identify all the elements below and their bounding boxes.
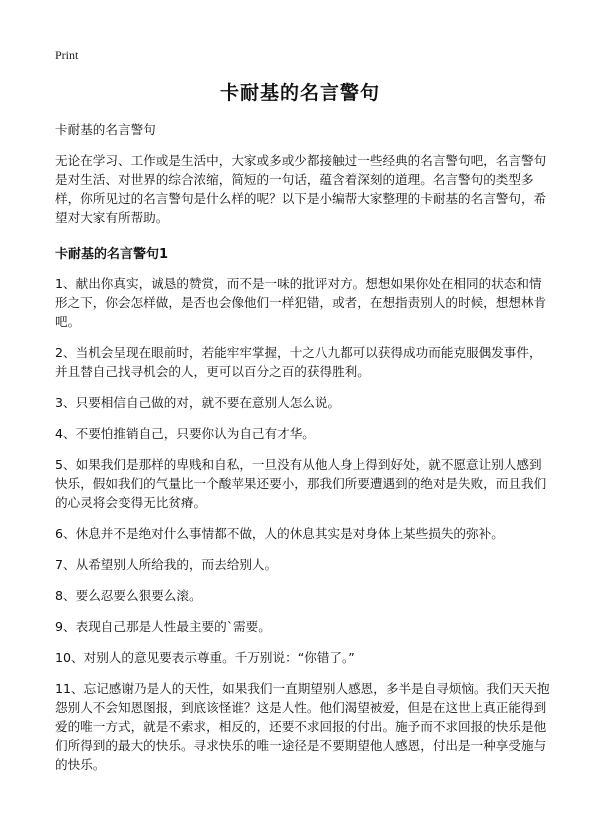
quote-item: 1、献出你真实，诚恳的赞赏，而不是一味的批评对方。想想如果你处在相同的状态和情形之下，你会怎样做，是否也会像他们一样犯错，或者，在想指责别人的时候，想想林肯吧。 — [55, 276, 547, 329]
quote-item: 11、忘记感谢乃是人的天性，如果我们一直期望别人感恩，多半是自寻烦恼。我们天天抱怨别人不会知恩图报，到底该怪谁？这是人性。他们渴望被爱，但是在这世上真正能得到爱的唯一方式，就是不索求，相反的，还要不求回报的付出。施予而不求回报的快乐是他们所得到的最大的快乐。寻求快乐的唯一途径是不要期望他人感恩，付出是一种享受施与的快乐。 — [55, 681, 550, 772]
quote-item: 5、如果我们是那样的卑贱和自私，一旦没有从他人身上得到好处，就不愿意让别人感到快乐，假如我们的气量比一个酸苹果还要小，那我们所要遭遇到的绝对是失败，而且我们的心灵将会变得无比贫瘠。 — [55, 457, 547, 510]
quote-item: 6、休息并不是绝对什么事情都不做，人的休息其实是对身体上某些损失的弥补。 — [55, 526, 504, 541]
quote-item: 7、从希望别人所给我的，而去给别人。 — [55, 557, 278, 572]
quote-item: 9、表现自己那是人性最主要的`需要。 — [55, 619, 271, 634]
quote-item: 3、只要相信自己做的对，就不要在意别人怎么说。 — [55, 395, 341, 410]
page-title: 卡耐基的名言警句 — [219, 82, 380, 104]
intro-paragraph: 无论在学习、工作或是生活中，大家或多或少都接触过一些经典的名言警句吧，名言警句是对生活、对世界的综合浓缩，简短的一句话，蕴含着深刻的道理。名言警句的类型多样，你所见过的名言警句是什么样的呢？以下是小编帮大家整理的卡耐基的名言警句，希望对大家有所帮助。 — [55, 153, 547, 225]
article-subtitle: 卡耐基的名言警句 — [55, 122, 156, 137]
article-body — [55, 120, 550, 786]
quote-item: 2、当机会呈现在眼前时，若能牢牢掌握，十之八九都可以获得成功而能克服偶发事件，并且替自己找寻机会的人，更可以百分之百的获得胜利。 — [55, 345, 542, 379]
quote-item: 8、要么忍要么狠要么滚。 — [55, 588, 202, 603]
section-heading: 卡耐基的名言警句1 — [55, 247, 169, 262]
print-link[interactable]: Print — [55, 48, 79, 62]
quote-item: 4、不要怕推销自己，只要你认为自己有才华。 — [55, 426, 315, 441]
quote-item: 10、对别人的意见要表示尊重。千万别说：“你错了。” — [55, 650, 355, 665]
